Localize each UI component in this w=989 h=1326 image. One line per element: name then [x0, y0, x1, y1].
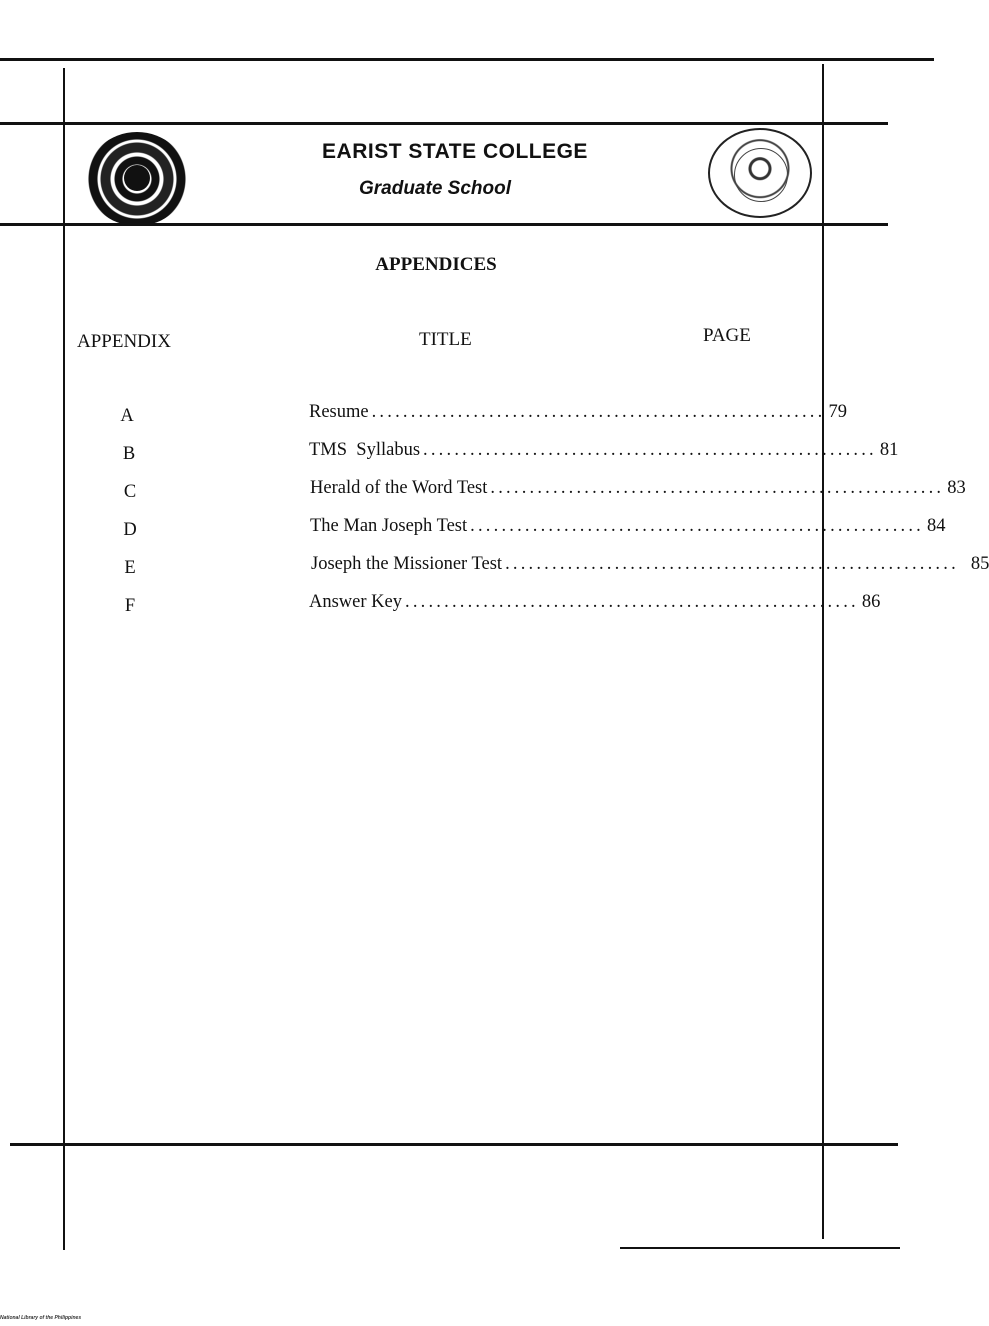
bottom-border-line [10, 1143, 898, 1146]
appendix-page: 83 [947, 478, 966, 498]
column-header-page: PAGE [703, 325, 751, 346]
appendix-entry [310, 478, 966, 499]
appendix-title: Answer Key [309, 592, 402, 612]
appendix-letter: F [124, 596, 136, 616]
appendix-page: 79 [828, 402, 847, 422]
dot-leader: .......................................................... [470, 516, 924, 536]
school-name: Graduate School [358, 178, 512, 199]
appendix-title: Resume [309, 402, 369, 422]
appendix-letter: D [123, 520, 137, 540]
appendix-title: TMS Syllabus [309, 440, 421, 460]
dot-leader: .......................................................... [505, 554, 959, 574]
column-header-title: TITLE [419, 329, 472, 350]
appendix-letter: C [123, 482, 137, 502]
appendix-title: Joseph the Missioner Test [311, 554, 503, 574]
library-watermark: National Library of the Philippines [0, 1315, 82, 1321]
lower-partial-line [620, 1247, 900, 1249]
appendix-entry [309, 440, 899, 461]
college-name: EARIST STATE COLLEGE [322, 140, 588, 163]
appendix-entry [310, 516, 946, 537]
appendix-letter: B [122, 444, 136, 464]
appendix-page: 84 [927, 516, 946, 536]
list-item [0, 478, 966, 506]
dot-leader: .......................................................... [371, 402, 826, 422]
list-item [0, 440, 934, 468]
header-top-line [0, 122, 888, 125]
appendix-page: 86 [861, 592, 881, 612]
appendix-letter: E [124, 558, 136, 578]
left-border-line [63, 68, 65, 1250]
appendix-page: 81 [879, 440, 899, 460]
appendix-letter: A [120, 406, 134, 426]
appendix-entry [309, 402, 847, 423]
appendix-entry [311, 554, 989, 575]
list-item [0, 402, 934, 430]
dot-leader: .......................................................... [405, 592, 859, 612]
appendix-title: The Man Joseph Test [310, 516, 468, 536]
dot-leader: .......................................................... [423, 440, 877, 460]
page-title: APPENDICES [375, 254, 497, 275]
appendix-page: 85 [970, 554, 989, 574]
list-item [0, 554, 989, 582]
column-header-appendix: APPENDIX [77, 331, 171, 352]
right-border-line [822, 64, 824, 1239]
top-border-line [0, 58, 934, 61]
graduate-school-seal-logo [708, 128, 812, 218]
appendix-title: Herald of the Word Test [310, 478, 488, 498]
list-item [0, 592, 934, 620]
college-seal-logo [86, 132, 188, 226]
list-item [0, 516, 946, 544]
appendix-entry [309, 592, 881, 613]
dot-leader: .......................................................... [490, 478, 945, 498]
